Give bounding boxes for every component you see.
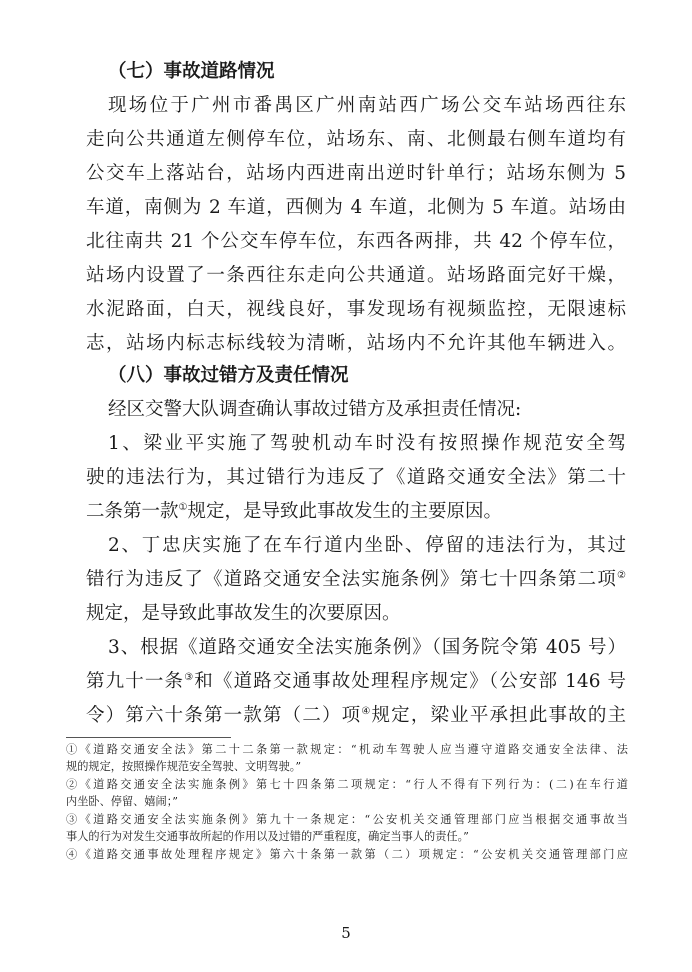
footnote-2-line: 内坐卧、停留、嬉闹；” [66,795,178,808]
paragraph-line: 令）第六十条第一款第（二）项④规定，梁业平承担此事故的主 [86,705,626,726]
footnote-ref-1[interactable]: ① [178,502,188,513]
footnote-4-line: ④《道路交通事故处理程序规定》第六十条第一款第（二）项规定：“公安机关交通管理部门应 [66,848,628,861]
paragraph-line: 驶的违法行为，其过错行为违反了《道路交通安全法》第二十 [86,467,626,488]
paragraph-line: 2、丁忠庆实施了在车行道内坐卧、停留的违法行为，其过 [108,535,626,556]
paragraph-line: 车道，南侧为 2 车道，西侧为 4 车道，北侧为 5 车道。站场由 [86,197,626,218]
paragraph-line: 站场内设置了一条西往东走向公共通道。站场路面完好干燥， [86,265,626,286]
footnote-1-line: ①《道路交通安全法》第二十二条第一款规定：“机动车驾驶人应当遵守道路交通安全法律、法 [66,743,628,756]
paragraph-line: 二条第一款①规定，是导致此事故发生的主要原因。 [86,501,502,522]
paragraph-line: 3、根据《道路交通安全法实施条例》（国务院令第 405 号） [108,637,626,658]
footnote-divider [66,737,231,738]
footnote-2-line: ②《道路交通安全法实施条例》第七十四条第二项规定：“行人不得有下列行为：(二)在车行道 [66,778,628,791]
paragraph-line: 志，站场内标志标线较为清晰，站场内不允许其他车辆进入。 [86,333,626,354]
paragraph-line: 规定，是导致此事故发生的次要原因。 [86,603,401,624]
paragraph-line: 走向公共通道左侧停车位，站场东、南、北侧最右侧车道均有 [86,129,626,150]
paragraph-line: 错行为违反了《道路交通安全法实施条例》第七十四条第二项② [86,569,626,590]
paragraph-line: 1、梁业平实施了驾驶机动车时没有按照操作规范安全驾 [108,433,626,454]
paragraph-line: 现场位于广州市番禺区广州南站西广场公交车站场西往东 [108,95,626,116]
footnote-1-line: 规的规定，按照操作规范安全驾驶、文明驾驶。” [66,760,302,773]
footnote-3-line: 事人的行为对发生交通事故所起的作用以及过错的严重程度，确定当事人的责任。” [66,830,469,843]
paragraph-line: 水泥路面，白天，视线良好，事发现场有视频监控，无限速标 [86,299,626,320]
section-7-heading: （七）事故道路情况 [108,61,275,82]
paragraph-line: 第九十一条③和《道路交通事故处理程序规定》（公安部 146 号 [86,671,626,692]
page-number: 5 [341,924,351,942]
footnote-3-line: ③《道路交通安全法实施条例》第九十一条规定：“公安机关交通管理部门应当根据交通事故当 [66,813,628,826]
section-8-heading: （八）事故过错方及责任情况 [108,365,349,386]
paragraph-line: 公交车上落站台，站场内西进南出逆时针单行；站场东侧为 5 [86,163,626,184]
section-8-intro: 经区交警大队调查确认事故过错方及承担责任情况: [108,399,522,420]
footnote-ref-3[interactable]: ③ [184,672,195,683]
footnote-ref-2[interactable]: ② [617,570,626,581]
footnote-ref-4[interactable]: ④ [361,706,372,717]
paragraph-line: 北往南共 21 个公交车停车位，东西各两排，共 42 个停车位， [86,231,626,252]
